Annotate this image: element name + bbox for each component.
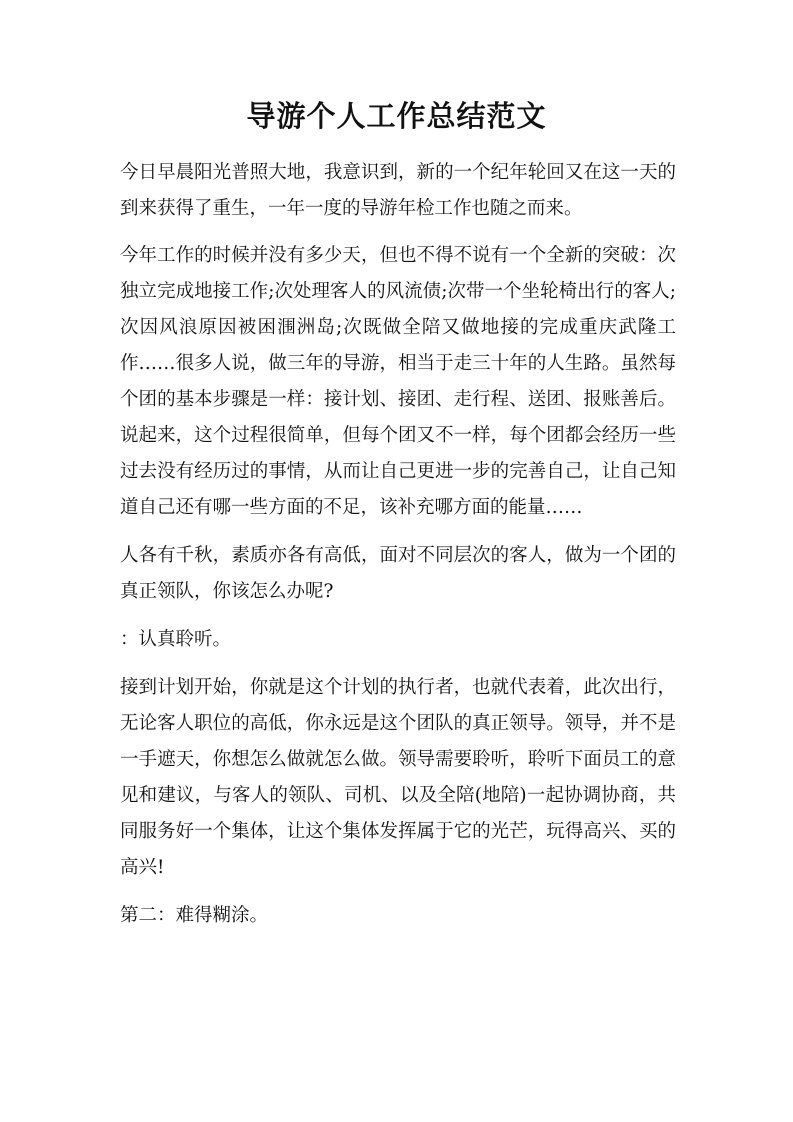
- document-body: [120, 155, 676, 934]
- paragraph-leadership: 接到计划开始，你就是这个计划的执行者，也就代表着，此次出行，无论客人职位的高低，你永远是这个团队的真正领导。领导，并不是一手遮天，你想怎么做就怎么做。领导需要聆听，聆听下面员工的意见和建议，与客人的领队、司机、以及全陪(地陪)一起协调协商，共同服务好一个集体，让这个集体发挥属于它的光芒，玩得高兴、买的高兴!: [120, 677, 676, 878]
- document-title: 导游个人工作总结范文: [246, 99, 547, 133]
- paragraph-heading-listen: ：认真聆听。: [120, 629, 232, 650]
- paragraph-question: 人各有千秋，素质亦各有高低，面对不同层次的客人，做为一个团的真正领队，你该怎么办呢?: [120, 545, 676, 602]
- paragraph-heading-second: 第二：难得糊涂。: [120, 905, 269, 926]
- paragraph-breakthrough: 今年工作的时候并没有多少天，但也不得不说有一个全新的突破：次独立完成地接工作;次处理客人的风流债;次带一个坐轮椅出行的客人;次因风浪原因被困涠洲岛;次既做全陪又做地接的完成重庆武隆工作……很多人说，做三年的导游，相当于走三十年的人生路。虽然每个团的基本步骤是一样：接计划、接团、走行程、送团、报账善后。说起来，这个过程很简单，但每个团又不一样，每个团都会经历一些过去没有经历过的事情，从而让自己更进一步的完善自己，让自己知道自己还有哪一些方面的不足，该补充哪方面的能量……: [120, 245, 676, 518]
- paragraph-intro: 今日早晨阳光普照大地，我意识到，新的一个纪年轮回又在这一天的到来获得了重生，一年一度的导游年检工作也随之而来。: [120, 162, 676, 219]
